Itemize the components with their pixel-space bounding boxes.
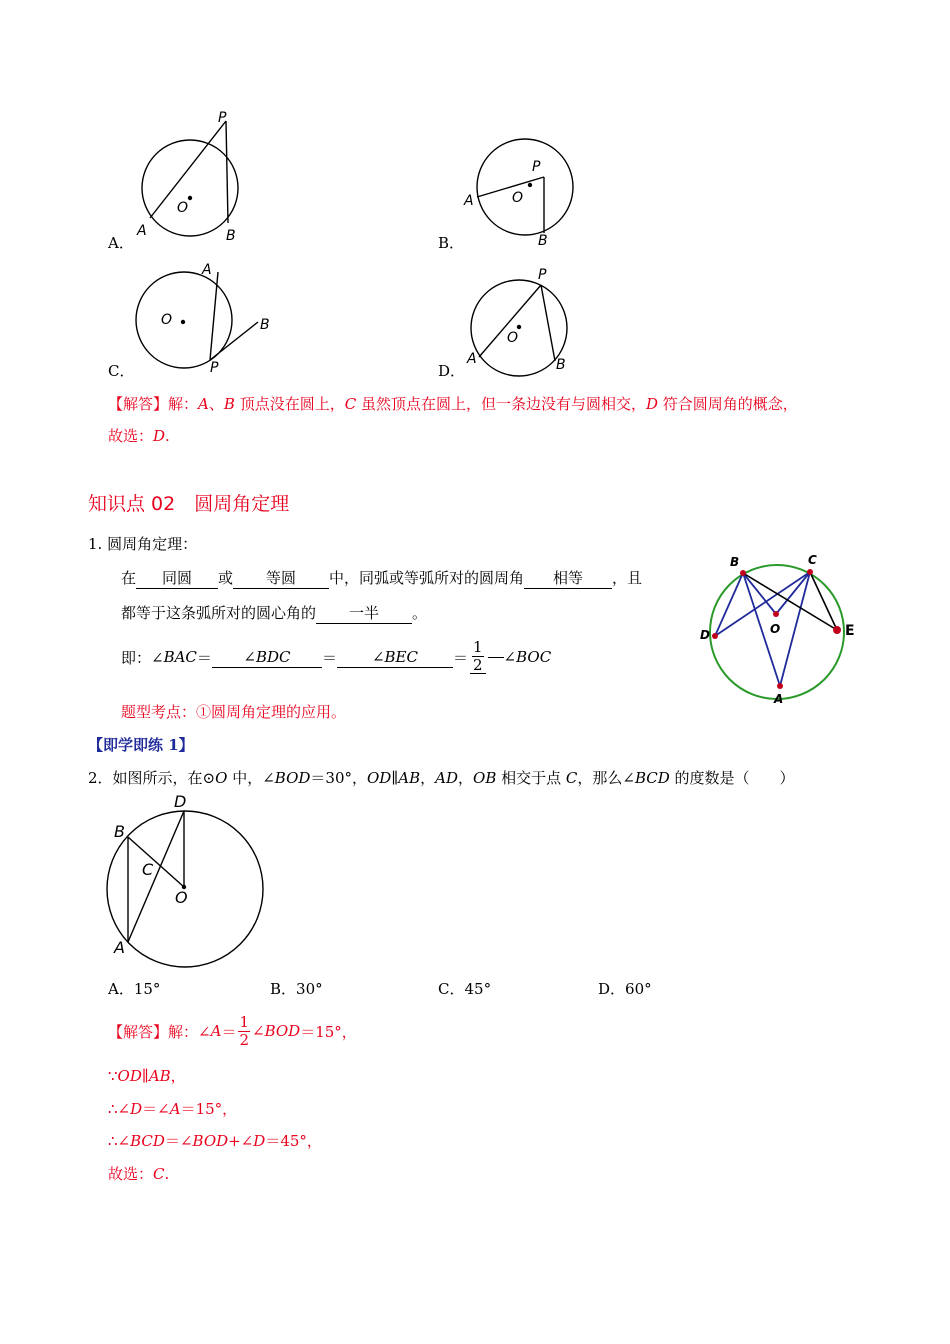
text: .	[164, 1165, 170, 1183]
var: D	[253, 1132, 266, 1150]
var: OB	[473, 769, 497, 787]
text: ＝15°，	[300, 1022, 357, 1041]
text: ＝∠	[142, 1100, 170, 1118]
var: A	[210, 1022, 222, 1040]
answer-tag: 【解答】	[108, 1022, 169, 1041]
var: BOD	[192, 1132, 229, 1150]
var: AB	[148, 1067, 171, 1085]
var: A	[169, 1100, 181, 1118]
q2-option-a[interactable]: A．15°	[108, 980, 161, 998]
blank	[337, 647, 453, 668]
label-b: B	[538, 233, 548, 249]
q2-figure	[100, 792, 270, 972]
text: ∵	[108, 1067, 118, 1085]
text: ∴∠	[108, 1132, 131, 1150]
label-a: A	[774, 692, 784, 706]
label-b: B	[114, 822, 125, 841]
label-b: B	[556, 357, 566, 373]
theorem-line2	[121, 602, 427, 624]
text: ∠	[252, 1022, 265, 1040]
var: BDC	[255, 647, 291, 666]
blank: 相等	[524, 568, 612, 589]
text: ＝∠	[164, 1132, 193, 1150]
label-p: P	[210, 360, 219, 376]
numerator: 1	[239, 1012, 249, 1031]
text: ＝	[221, 1022, 237, 1041]
text: 故选：	[108, 1165, 154, 1183]
var: BCD	[130, 1132, 165, 1150]
var: D	[153, 427, 166, 445]
q2-option-c[interactable]: C．45°	[438, 980, 492, 998]
option-b-label: B．	[438, 234, 465, 252]
var: BAC	[163, 648, 197, 666]
label-p: P	[538, 267, 547, 283]
text: ∴∠	[108, 1100, 131, 1118]
var: OD	[367, 769, 392, 787]
q2-stem	[88, 767, 795, 788]
text: ∠	[243, 647, 256, 666]
text: ∥	[141, 1067, 149, 1085]
var: C	[153, 1165, 165, 1183]
numerator: 1	[472, 638, 483, 656]
figure-option-b	[462, 135, 582, 249]
var: AD	[435, 769, 458, 787]
text: ＝	[452, 648, 468, 667]
denominator: 2	[239, 1030, 249, 1049]
text: ∥	[391, 769, 399, 787]
label-e: E	[845, 623, 855, 639]
theorem-line3	[121, 634, 551, 680]
text: ＝15°，	[180, 1100, 238, 1118]
text: ∠	[503, 648, 517, 666]
text: 故选：	[108, 427, 154, 445]
question-number: 2．	[88, 769, 113, 787]
text: 符合圆周角的概念，	[658, 395, 798, 413]
answer-tag: 【解答】	[108, 395, 169, 413]
label-o: O	[507, 330, 519, 346]
q2-option-d[interactable]: D．60°	[598, 980, 652, 998]
text: ＝45°，	[265, 1132, 322, 1150]
item-number: 1.	[88, 535, 103, 553]
text: 解：∠	[168, 1022, 211, 1041]
label-o: O	[175, 888, 188, 907]
var: BOD	[274, 769, 311, 787]
blank	[488, 657, 504, 658]
label-c: C	[808, 553, 817, 567]
q1-answer-line2	[108, 425, 170, 446]
text: 中，∠	[227, 769, 275, 787]
figure-option-a	[130, 108, 250, 248]
type-point: 题型考点：①圆周角定理的应用。	[121, 703, 347, 721]
label-d: D	[174, 792, 187, 811]
theorem-line1	[121, 567, 642, 589]
figure-option-c	[130, 262, 280, 377]
var: C	[344, 395, 357, 413]
label-p: P	[532, 159, 541, 175]
text: ＝30°，	[310, 769, 367, 787]
label-a: A	[464, 193, 474, 209]
q2-option-b[interactable]: B．30°	[270, 980, 323, 998]
text: 顶点没在圆上，	[234, 395, 345, 413]
label-a: A	[202, 262, 212, 278]
denominator: 2	[472, 656, 483, 674]
text: ，	[170, 1067, 186, 1085]
label-a: A	[467, 351, 477, 367]
label-d: D	[700, 628, 710, 642]
text: ，	[420, 769, 436, 787]
option-a-label: A．	[108, 234, 134, 252]
var: BOC	[516, 648, 552, 666]
var: B	[223, 395, 235, 413]
q2-answer-line1	[108, 1008, 357, 1054]
q2-answer-line5	[108, 1163, 169, 1184]
option-c-label: C．	[108, 362, 135, 380]
figure-option-d	[465, 265, 585, 380]
blank: 同圆	[136, 568, 218, 589]
label-b: B	[260, 317, 270, 333]
label-c: C	[142, 860, 154, 879]
label-p: P	[218, 110, 227, 126]
var: D	[130, 1100, 143, 1118]
var: O	[215, 769, 228, 787]
label-a: A	[114, 938, 125, 957]
var: C	[565, 769, 578, 787]
label-a: A	[137, 223, 147, 239]
blank: 等圆	[233, 568, 329, 589]
text: ，	[458, 769, 474, 787]
text: 、	[208, 395, 224, 413]
fraction-one-half	[470, 640, 486, 674]
text: 相交于点	[496, 769, 566, 787]
text: 或	[218, 569, 234, 587]
var: AB	[398, 769, 421, 787]
text: 解：	[168, 395, 199, 413]
q2-answer-line2	[108, 1065, 186, 1086]
text: 如图所示，在⊙	[112, 769, 216, 787]
var: BOD	[264, 1022, 301, 1040]
text: +∠	[228, 1132, 254, 1150]
text: 圆周角定理：	[107, 535, 198, 553]
label-b: B	[226, 228, 236, 244]
label-o: O	[177, 200, 189, 216]
label-o: O	[770, 622, 781, 636]
var: BCD	[634, 769, 670, 787]
var: A	[198, 395, 209, 413]
var: OD	[117, 1067, 142, 1085]
var: BEC	[384, 647, 418, 666]
text: 即：∠	[121, 648, 164, 667]
text: ＝	[196, 648, 212, 667]
var: D	[645, 395, 658, 413]
theorem-figure	[700, 552, 860, 712]
text: 中，同弧或等弧所对的圆周角	[329, 569, 525, 587]
q2-answer-line3	[108, 1098, 237, 1119]
section-heading: 知识点 02 圆周角定理	[88, 493, 290, 515]
text: ∠	[371, 647, 385, 666]
text: 。	[412, 604, 428, 622]
text: ，且	[612, 569, 643, 587]
theorem-title	[88, 533, 197, 554]
practice-tag: 【即学即练 1】	[88, 736, 194, 754]
q1-answer-line1	[108, 393, 798, 414]
text: .	[165, 427, 170, 445]
label-b: B	[730, 555, 740, 569]
text: ，那么∠	[577, 769, 635, 787]
fraction-one-half	[238, 1012, 250, 1049]
text: 虽然顶点在圆上，但一条边没有与圆相交，	[356, 395, 646, 413]
text: 的度数是（ ）	[669, 769, 795, 787]
text: 在	[121, 569, 137, 587]
label-o: O	[512, 190, 524, 206]
blank: 一半	[316, 603, 412, 624]
q2-answer-line4	[108, 1130, 322, 1151]
text: 都等于这条弧所对的圆心角的	[121, 604, 317, 622]
label-o: O	[161, 312, 173, 328]
blank	[212, 647, 322, 668]
text: ＝	[321, 648, 337, 667]
option-d-label: D．	[438, 362, 466, 380]
